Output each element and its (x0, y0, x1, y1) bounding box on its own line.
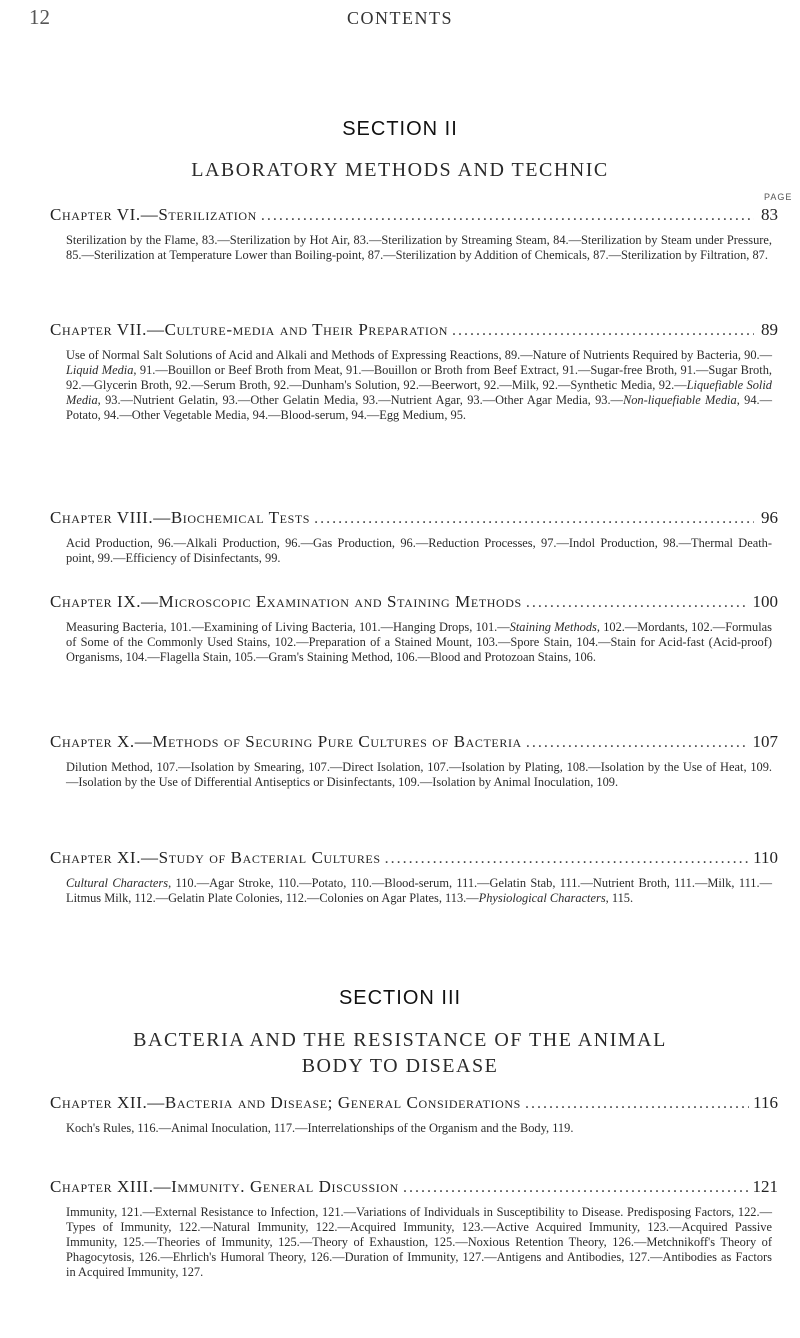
chapter-heading[interactable] (50, 732, 778, 752)
contents-text: , 102.—Mordants, 102.—Formulas of Some of the Commonly Used Stains, 102.—Preparation of a Stained Mount, 103.—Spore Stain, 104.—Stain for Acid-fast (Acid-proof) Organisms, 104.—Flagella Stain, 105.—Gram's Staining Method, 106.—Blood and Protozoan Stains, 106. (66, 620, 772, 664)
chapter-heading[interactable] (50, 592, 778, 612)
chapter-title: Chapter XI.—Study of Bacterial Cultures (50, 848, 381, 867)
leader-dots (525, 1095, 749, 1113)
chapter-page: 96 (761, 508, 778, 527)
running-title: CONTENTS (347, 8, 453, 28)
chapter-heading[interactable] (50, 1093, 778, 1113)
subheading-text: Non-liquefiable Media (622, 393, 737, 407)
chapter-page: 121 (752, 1177, 778, 1196)
chapter-entry (50, 205, 778, 263)
section-subtitle: LABORATORY METHODS AND TECHNIC (191, 159, 609, 181)
section-subtitle: BACTERIA AND THE RESISTANCE OF THE ANIMAL BODY TO DISEASE (133, 1029, 667, 1077)
chapter-contents (66, 536, 772, 566)
leader-dots (403, 1179, 749, 1197)
page-column-label: PAGE (764, 192, 793, 202)
contents-text: , 91.—Bouillon or Beef Broth from Meat, 91.—Bouillon or Broth from Beef Extract, 91.—Sugar-free Broth, 91.—Sugar Broth, 92.—Glycerin Broth, 92.—Serum Broth, 92.—Dunham's Solution, 92.—Beerwort, 92.—Milk, 92.—Synthetic Media, 92.— (66, 363, 772, 392)
contents-text: , 93.—Nutrient Gelatin, 93.—Other Gelatin Media, 93.—Nutrient Agar, 93.—Other Agar Media, 93.— (97, 393, 623, 407)
contents-text: , 94.—Potato, 94.—Other Vegetable Media, 94.—Blood-serum, 94.—Egg Medium, 95. (66, 393, 772, 422)
chapter-contents (66, 620, 772, 665)
chapter-heading[interactable] (50, 508, 778, 528)
leader-dots (261, 207, 754, 225)
contents-text: Dilution Method, 107.—Isolation by Smearing, 107.—Direct Isolation, 107.—Isolation by Plating, 108.—Isolation by the Use of Heat, 109.—Isolation by the Use of Differential Antiseptics or Disinfectants, 109.—Isolation by Animal Inoculation, 109. (66, 760, 772, 789)
chapter-contents (66, 876, 772, 906)
section-title: SECTION III (338, 987, 462, 1009)
leader-dots (452, 322, 754, 340)
contents-text: Sterilization by the Flame, 83.—Sterilization by Hot Air, 83.—Sterilization by Streaming Steam, 84.—Sterilization by Steam under Pressure, 85.—Sterilization at Temperature Lower than Boiling-point, 87.—Sterilization by Addition of Chemicals, 87.—Sterilization by Filtration, 87. (66, 233, 772, 262)
chapter-contents (66, 233, 772, 263)
leader-dots (526, 594, 749, 612)
chapter-heading[interactable] (50, 320, 778, 340)
chapter-heading[interactable] (50, 848, 778, 868)
page-number: 12 (29, 5, 50, 29)
contents-text: Immunity, 121.—External Resistance to Infection, 121.—Variations of Individuals in Susceptibility to Disease. Predisposing Factors, 122.—Types of Immunity, 122.—Natural Immunity, 122.—Acquired Immunity, 123.—Active Acquired Immunity, 123.—Acquired Passive Immunity, 125.—Theories of Immunity, 125.—Theory of Exhaustion, 125.—Noxious Retention Theory, 126.—Metchnikoff's Theory of Phagocytosis, 126.—Ehrlich's Humoral Theory, 126.—Duration of Immunity, 127.—Antigens and Antibodies, 127.—Antibodies as Factors in Acquired Immunity, 127. (66, 1205, 772, 1279)
chapter-contents (66, 1205, 772, 1280)
chapter-page: 110 (753, 848, 778, 867)
chapter-contents (66, 760, 772, 790)
subheading-text: Physiological Characters (478, 891, 606, 905)
contents-text: Measuring Bacteria, 101.—Examining of Living Bacteria, 101.—Hanging Drops, 101.— (66, 620, 510, 634)
chapter-entry (50, 320, 778, 423)
contents-text: Acid Production, 96.—Alkali Production, 96.—Gas Production, 96.—Reduction Processes, 97.—Indol Production, 98.—Thermal Death-point, 99.—Efficiency of Disinfectants, 99. (66, 536, 772, 565)
chapter-title: Chapter VIII.—Biochemical Tests (50, 508, 311, 527)
leader-dots (385, 850, 750, 868)
leader-dots (526, 734, 749, 752)
chapter-entry (50, 732, 778, 790)
leader-dots (314, 510, 754, 528)
subheading-text: Cultural Characters (66, 876, 169, 890)
contents-text: Use of Normal Salt Solutions of Acid and Alkali and Methods of Expressing Reactions, 89.—Nature of Nutrients Required by Bacteria, 90.— (66, 348, 772, 362)
chapter-page: 116 (753, 1093, 778, 1112)
contents-text: Koch's Rules, 116.—Animal Inoculation, 117.—Interrelationships of the Organism and the Body, 119. (66, 1121, 574, 1135)
chapter-heading[interactable] (50, 1177, 778, 1197)
contents-text: , 110.—Agar Stroke, 110.—Potato, 110.—Blood-serum, 111.—Gelatin Stab, 111.—Nutrient Broth, 111.—Milk, 111.—Litmus Milk, 112.—Gelatin Plate Colonies, 112.—Colonies on Agar Plates, 113.— (66, 876, 772, 905)
section-title: SECTION II (342, 118, 458, 140)
chapter-entry (50, 848, 778, 906)
contents-text: , 115. (605, 891, 634, 905)
chapter-heading[interactable] (50, 205, 778, 225)
chapter-title: Chapter X.—Methods of Securing Pure Cultures of Bacteria (50, 732, 522, 751)
chapter-page: 83 (761, 205, 778, 224)
subheading-text: Liquid Media (66, 363, 134, 377)
chapter-title: Chapter IX.—Microscopic Examination and Staining Methods (50, 592, 522, 611)
chapter-title: Chapter XIII.—Immunity. General Discussion (50, 1177, 399, 1196)
chapter-page: 89 (761, 320, 778, 339)
chapter-title: Chapter VII.—Culture-media and Their Preparation (50, 320, 448, 339)
chapter-page: 107 (752, 732, 778, 751)
chapter-page: 100 (752, 592, 778, 611)
chapter-entry (50, 508, 778, 566)
chapter-title: Chapter VI.—Sterilization (50, 205, 257, 224)
chapter-contents (66, 1121, 772, 1136)
subheading-text: Staining Methods (509, 620, 597, 634)
subheading-text: Liquefiable Solid Media (66, 378, 772, 407)
chapter-entry (50, 1177, 778, 1280)
chapter-title: Chapter XII.—Bacteria and Disease; General Considerations (50, 1093, 521, 1112)
chapter-entry (50, 1093, 778, 1136)
chapter-entry (50, 592, 778, 665)
chapter-contents (66, 348, 772, 423)
